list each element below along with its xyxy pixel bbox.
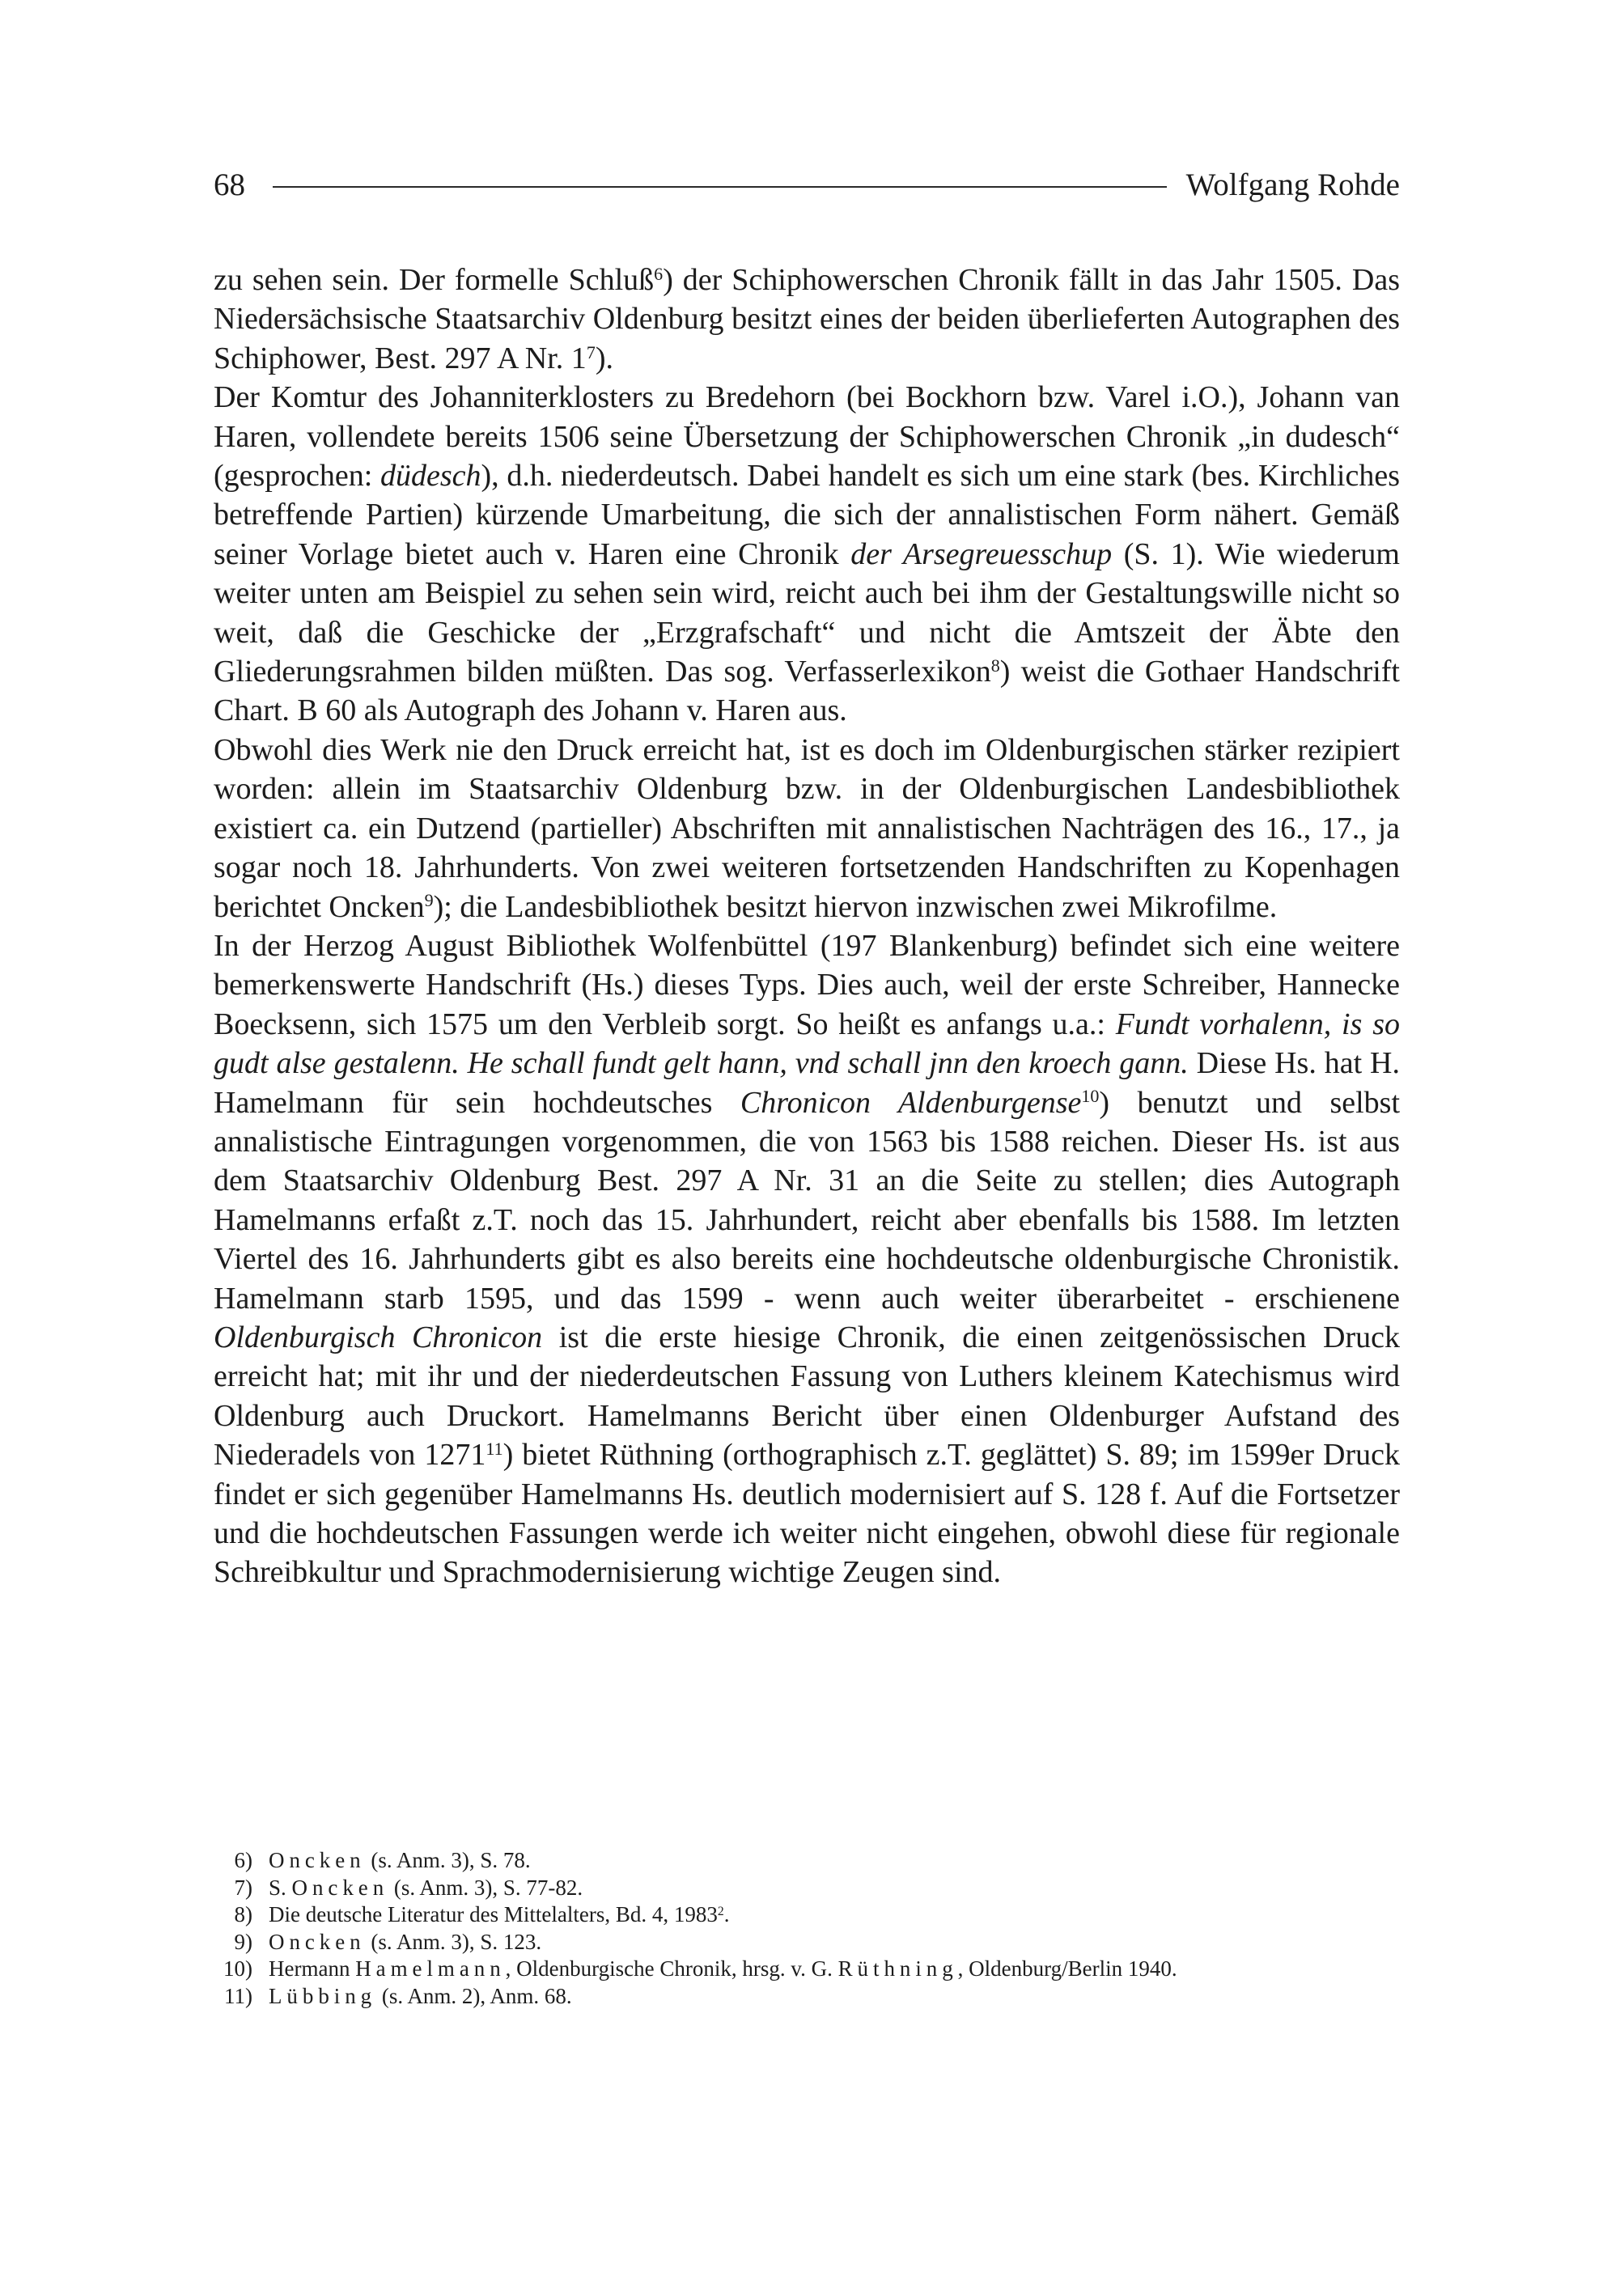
running-head-author: Wolfgang Rohde <box>1185 167 1400 202</box>
footnote <box>214 1929 1400 1956</box>
footnote-number: 6) <box>234 1848 252 1872</box>
footnote-ref: 6 <box>654 263 664 284</box>
text-run: Die deutsche Literatur des Mittelalters, Bd. 4, 1983 <box>269 1902 718 1927</box>
running-head <box>214 162 1400 207</box>
author-name: Hamelmann <box>355 1956 506 1981</box>
text-run: ) bietet Rüthning (orthographisch z.T. geglättet) S. 89; im 1599er Druck findet er sich gegenüber Hamelmanns Hs. deutlich modernisiert auf S. 128 f. Auf die Fortsetzer und die hochdeutschen Fassungen werde ich weiter nicht eingehen, obwohl diese für regionale Schreibkultur und Sprachmodernisierung wichtige Zeugen sind. <box>214 1438 1401 1590</box>
footnote-number: 9) <box>234 1929 252 1954</box>
text-run: zu sehen sein. Der formelle Schluß <box>214 263 655 297</box>
footnote-text <box>269 1956 1177 1983</box>
italic-text: der Arsegreuesschup <box>850 536 1113 571</box>
italic-text: Fundt vorhalenn, is so gudt alse gestalenn. He schall fundt gelt hann, vnd schall jnn den kroech gann. <box>214 1007 1400 1081</box>
paragraph <box>214 926 1400 1592</box>
page-number: 68 <box>214 167 245 202</box>
footnote <box>214 1901 1400 1929</box>
author-name: Lübbing <box>269 1983 377 2008</box>
italic-text: Chronicon Aldenburgense <box>740 1085 1082 1120</box>
footnote-text <box>269 1901 729 1929</box>
paragraph <box>214 731 1400 926</box>
text-run: In der Herzog August Bibliothek Wolfenbüttel (197 Blankenburg) befindet sich eine weitere bemerkenswerte Handschrift (Hs.) dieses Typs. Dies auch, weil der erste Schreiber, Hannecke Boecksenn, sich 1575 um den Verbleib sorgt. So heißt es anfangs u.a.: <box>214 928 1400 1041</box>
footnote-text <box>269 1929 541 1956</box>
footnote-text <box>269 1847 531 1875</box>
footnote <box>214 1875 1400 1902</box>
footnote-ref: 9 <box>424 890 434 911</box>
italic-text: Oldenburgisch Chronicon <box>214 1320 543 1354</box>
text-run: (S. 1). Wie wiederum weiter unten am Beispiel zu sehen sein wird, reicht auch bei ihm der Gestaltungswille nicht so weit, daß die Geschicke der „Erzgrafschaft“ und nicht die Amtszeit der Äbte den Gliederungsrahmen bilden müßten. Das sog. Verfasserlexikon <box>214 536 1400 689</box>
text-run: (s. Anm. 3), S. 77-82. <box>388 1875 583 1900</box>
text-run: (s. Anm. 2), Anm. 68. <box>376 1983 572 2008</box>
text-run: S. <box>269 1875 292 1900</box>
text-run: Diese Hs. hat H. Hamelmann für sein hochdeutsches <box>214 1046 1400 1120</box>
footnote-number: 11) <box>224 1983 252 2008</box>
footnote-text <box>269 1983 572 2011</box>
footnote-ref: 10 <box>1081 1086 1100 1107</box>
paragraph <box>214 378 1400 731</box>
text-run: ). <box>595 341 613 375</box>
text-run: (s. Anm. 3), S. 78. <box>365 1848 531 1872</box>
text-run: Obwohl dies Werk nie den Druck erreicht hat, ist es doch im Oldenburgischen stärker rezipiert worden: allein im Staatsarchiv Oldenburg bzw. in der Oldenburgischen Landesbibliothek existiert ca. ein Dutzend (partieller) Abschriften mit annalistischen Nachträgen des 16., 17., ja sogar noch 18. Jahrhunderts. Von zwei weiteren fortsetzenden Handschriften zu Kopenhagen berichtet Oncken <box>214 732 1400 924</box>
author-name: Oncken <box>269 1929 366 1954</box>
text-run: ) der Schiphowerschen Chronik fällt in das Jahr 1505. Das Niedersächsische Staatsarchiv Oldenburg besitzt eines der beiden überlieferten Autographen des Schiphower, Best. 297 A Nr. 1 <box>214 263 1400 375</box>
text-run: . <box>723 1902 730 1927</box>
header-rule <box>273 186 1167 188</box>
author-name: Oncken <box>291 1875 389 1900</box>
text-run: , Oldenburg/Berlin 1940. <box>957 1956 1177 1981</box>
author-name: Oncken <box>269 1848 366 1872</box>
footnote-number: 7) <box>234 1875 252 1900</box>
footnote <box>214 1983 1400 2011</box>
italic-text: düdesch <box>379 459 481 494</box>
footnote-text <box>269 1875 583 1902</box>
footnote-number: 10) <box>223 1956 252 1981</box>
footnote <box>214 1847 1400 1875</box>
text-run: Der Komtur des Johanniterklosters zu Bredehorn (bei Bockhorn bzw. Varel i.O.), Johann van Haren, vollendete bereits 1506 seine Übersetzung der Schiphowerschen Chronik „in dudesch“ (gesprochen: <box>214 380 1400 494</box>
body-text <box>214 261 1400 1592</box>
text-run: ), d.h. niederdeutsch. Dabei handelt es sich um eine stark (bes. Kirchliches betreffende Partien) kürzende Umarbeitung, die sich der annalistischen Form nähert. Gemäß seiner Vorlage bietet auch v. Haren eine Chronik <box>214 459 1400 571</box>
text-run: Hermann <box>269 1956 356 1981</box>
paragraph <box>214 261 1400 378</box>
footnote <box>214 1956 1400 1983</box>
footnote-ref: 11 <box>486 1439 503 1460</box>
text-run: ist die erste hiesige Chronik, die einen zeitgenössischen Druck erreicht hat; mit ihr und der niederdeutschen Fassung von Luthers kleinem Katechismus wird Oldenburg auch Druckort. Hamelmanns Bericht über einen Oldenburger Aufstand des Niederadels von 1271 <box>214 1320 1400 1473</box>
text-run: (s. Anm. 3), S. 123. <box>365 1929 542 1954</box>
author-name: Rüthning <box>837 1956 958 1981</box>
footnote-ref: 2 <box>717 1904 724 1918</box>
text-run: ) benutzt und selbst annalistische Eintragungen vorgenommen, die von 1563 bis 1588 reichen. Dieser Hs. ist aus dem Staatsarchiv Oldenburg Best. 297 A Nr. 31 an die Seite zu stellen; dies Autograph Hamelmanns erfaßt z.T. noch das 15. Jahrhundert, reicht aber ebenfalls bis 1588. Im letzten Viertel des 16. Jahrhunderts gibt es also bereits eine hochdeutsche oldenburgische Chronistik. Hamelmann starb 1595, und das 1599 - wenn auch weiter überarbeitet - erschienene <box>214 1085 1401 1316</box>
footnote-ref: 7 <box>586 341 596 362</box>
footnotes <box>214 1847 1400 2011</box>
text-run: , Oldenburgische Chronik, hrsg. v. G. <box>505 1956 838 1981</box>
text-run: ) weist die Gothaer Handschrift Chart. B 60 als Autograph des Johann v. Haren aus. <box>214 655 1400 728</box>
footnote-number: 8) <box>234 1902 252 1927</box>
footnote-ref: 8 <box>990 655 1000 676</box>
text-run: ); die Landesbibliothek besitzt hiervon inzwischen zwei Mikrofilme. <box>433 889 1278 924</box>
